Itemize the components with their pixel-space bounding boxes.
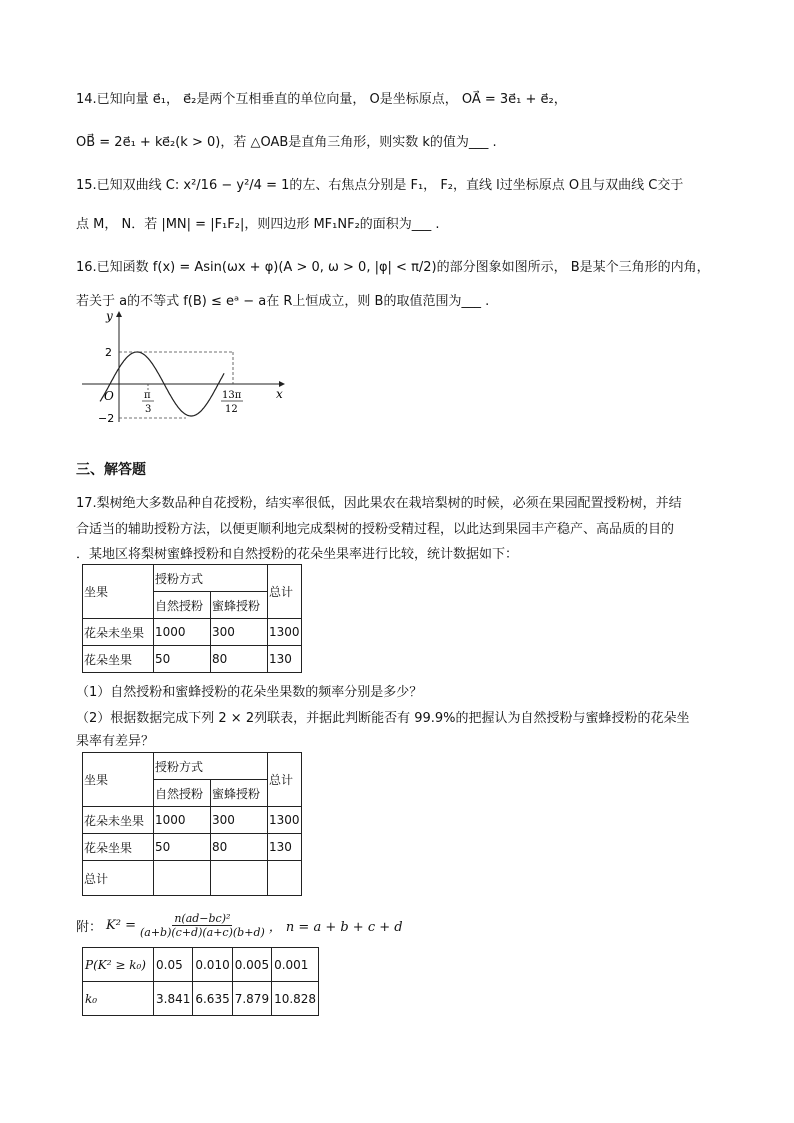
q15-line1: 15.已知双曲线 C: x²/16 − y²/4 = 1的左、右焦点分别是 F₁， F₂，直线 l过坐标原点 O且与双曲线 C交于 — [76, 178, 684, 193]
table-col-header: 蜜蜂授粉 — [211, 592, 268, 619]
q17-part2-b: 果率有差异？ — [76, 734, 155, 749]
row-label: 总计 — [83, 861, 154, 896]
formula-fraction — [140, 912, 265, 939]
table-corner: 坐果 — [83, 753, 154, 807]
table-cell: 50 — [154, 834, 211, 861]
table-cell — [268, 861, 302, 896]
y-max-label: 2 — [105, 346, 112, 359]
table-cell: 0.001 — [272, 948, 319, 982]
table-row — [83, 948, 319, 982]
formula-lhs: K² = — [106, 918, 136, 933]
table-row — [83, 807, 302, 834]
k2-formula — [76, 912, 403, 939]
formula-prefix: 附： — [76, 920, 103, 935]
y-min-label: −2 — [98, 412, 115, 425]
q14-line1: 14.已知向量 e⃗₁， e⃗₂是两个互相垂直的单位向量， O是坐标原点， OA⃗ = 3e⃗₁ + e⃗₂， — [76, 92, 567, 107]
table-cell: 0.05 — [154, 948, 193, 982]
formula-numerator: n(ad−bc)² — [174, 912, 231, 925]
q16-line1: 16.已知函数 f(x) = Asin(ωx + φ)(A > 0, ω > 0, |φ| < π/2)的部分图象如图所示， B是某个三角形的内角， — [76, 260, 710, 275]
table-cell: 300 — [211, 807, 268, 834]
q15-line2: 点 M， N．若 |MN| = |F₁F₂|，则四边形 MF₁NF₂的面积为___ . — [76, 217, 440, 232]
table-cell: 7.879 — [232, 982, 271, 1016]
table-cell: 1000 — [154, 807, 211, 834]
table-group-header: 授粉方式 — [154, 565, 268, 592]
table-cell: 3.841 — [154, 982, 193, 1016]
table-row — [83, 982, 319, 1016]
row-label: P(K² ≥ k₀) — [83, 948, 154, 982]
section-title: 三、解答题 — [76, 462, 146, 478]
table-cell: 130 — [268, 834, 302, 861]
table-row — [83, 619, 302, 646]
table-col-header: 蜜蜂授粉 — [211, 780, 268, 807]
x-tick1-den: 3 — [145, 404, 152, 415]
row-label: k₀ — [83, 982, 154, 1016]
x-axis-label: x — [276, 387, 283, 401]
table-col-header: 自然授粉 — [154, 780, 211, 807]
row-label: 花朵坐果 — [83, 834, 154, 861]
q16-line2: 若关于 a的不等式 f(B) ≤ eᵃ − a在 R上恒成立，则 B的取值范围为___ . — [76, 294, 490, 309]
table-cell: 1000 — [154, 619, 211, 646]
x-tick1-num: π — [144, 390, 151, 401]
table-group-header: 授粉方式 — [154, 753, 268, 780]
table-corner: 坐果 — [83, 565, 154, 619]
row-label: 花朵未坐果 — [83, 619, 154, 646]
table-total-header: 总计 — [268, 753, 302, 807]
table-cell: 50 — [154, 646, 211, 673]
y-axis-label: y — [106, 309, 113, 323]
q14-line2: OB⃗ = 2e⃗₁ + ke⃗₂(k > 0)，若 △OAB是直角三角形，则实数 k的值为___ . — [76, 135, 497, 150]
table-cell: 6.635 — [193, 982, 232, 1016]
table-2 — [82, 752, 302, 896]
table-cell: 1300 — [268, 619, 302, 646]
q17-part2-a: （2）根据数据完成下列 2 × 2列联表，并据此判断能否有 99.9%的把握认为自然授粉与蜜蜂授粉的花朵坐 — [76, 711, 690, 726]
row-label: 花朵未坐果 — [83, 807, 154, 834]
origin-label: O — [104, 389, 114, 403]
table-row — [83, 834, 302, 861]
x-tick2-num: 13π — [222, 390, 242, 401]
table-row — [83, 861, 302, 896]
table-col-header: 自然授粉 — [154, 592, 211, 619]
q17-intro-2: 合适当的辅助授粉方法，以便更顺利地完成梨树的授粉受精过程，以此达到果园丰产稳产、高品质的目的 — [76, 522, 675, 537]
x-tick2-den: 12 — [225, 404, 238, 415]
table-cell — [154, 861, 211, 896]
formula-denominator: (a+b)(c+d)(a+c)(b+d) — [139, 926, 265, 939]
q17-part1: （1）自然授粉和蜜蜂授粉的花朵坐果数的频率分别是多少？ — [76, 685, 423, 700]
row-label: 花朵坐果 — [83, 646, 154, 673]
table-total-header: 总计 — [268, 565, 302, 619]
table-row — [83, 646, 302, 673]
k-critical-table — [82, 947, 319, 1016]
q17-intro-1: 17.梨树绝大多数品种自花授粉，结实率很低，因此果农在栽培梨树的时候，必须在果园配置授粉树，并结 — [76, 496, 682, 511]
table-cell: 80 — [211, 646, 268, 673]
formula-tail: ， n = a + b + c + d — [268, 920, 403, 935]
table-cell: 0.005 — [232, 948, 271, 982]
q17-intro-3: ．某地区将梨树蜜蜂授粉和自然授粉的花朵坐果率进行比较，统计数据如下： — [76, 547, 519, 562]
table-cell: 1300 — [268, 807, 302, 834]
table-cell: 130 — [268, 646, 302, 673]
table-cell: 300 — [211, 619, 268, 646]
table-cell — [211, 861, 268, 896]
table-cell: 10.828 — [272, 982, 319, 1016]
table-cell: 80 — [211, 834, 268, 861]
table-1 — [82, 564, 302, 673]
table-cell: 0.010 — [193, 948, 232, 982]
sine-graph — [76, 308, 296, 428]
